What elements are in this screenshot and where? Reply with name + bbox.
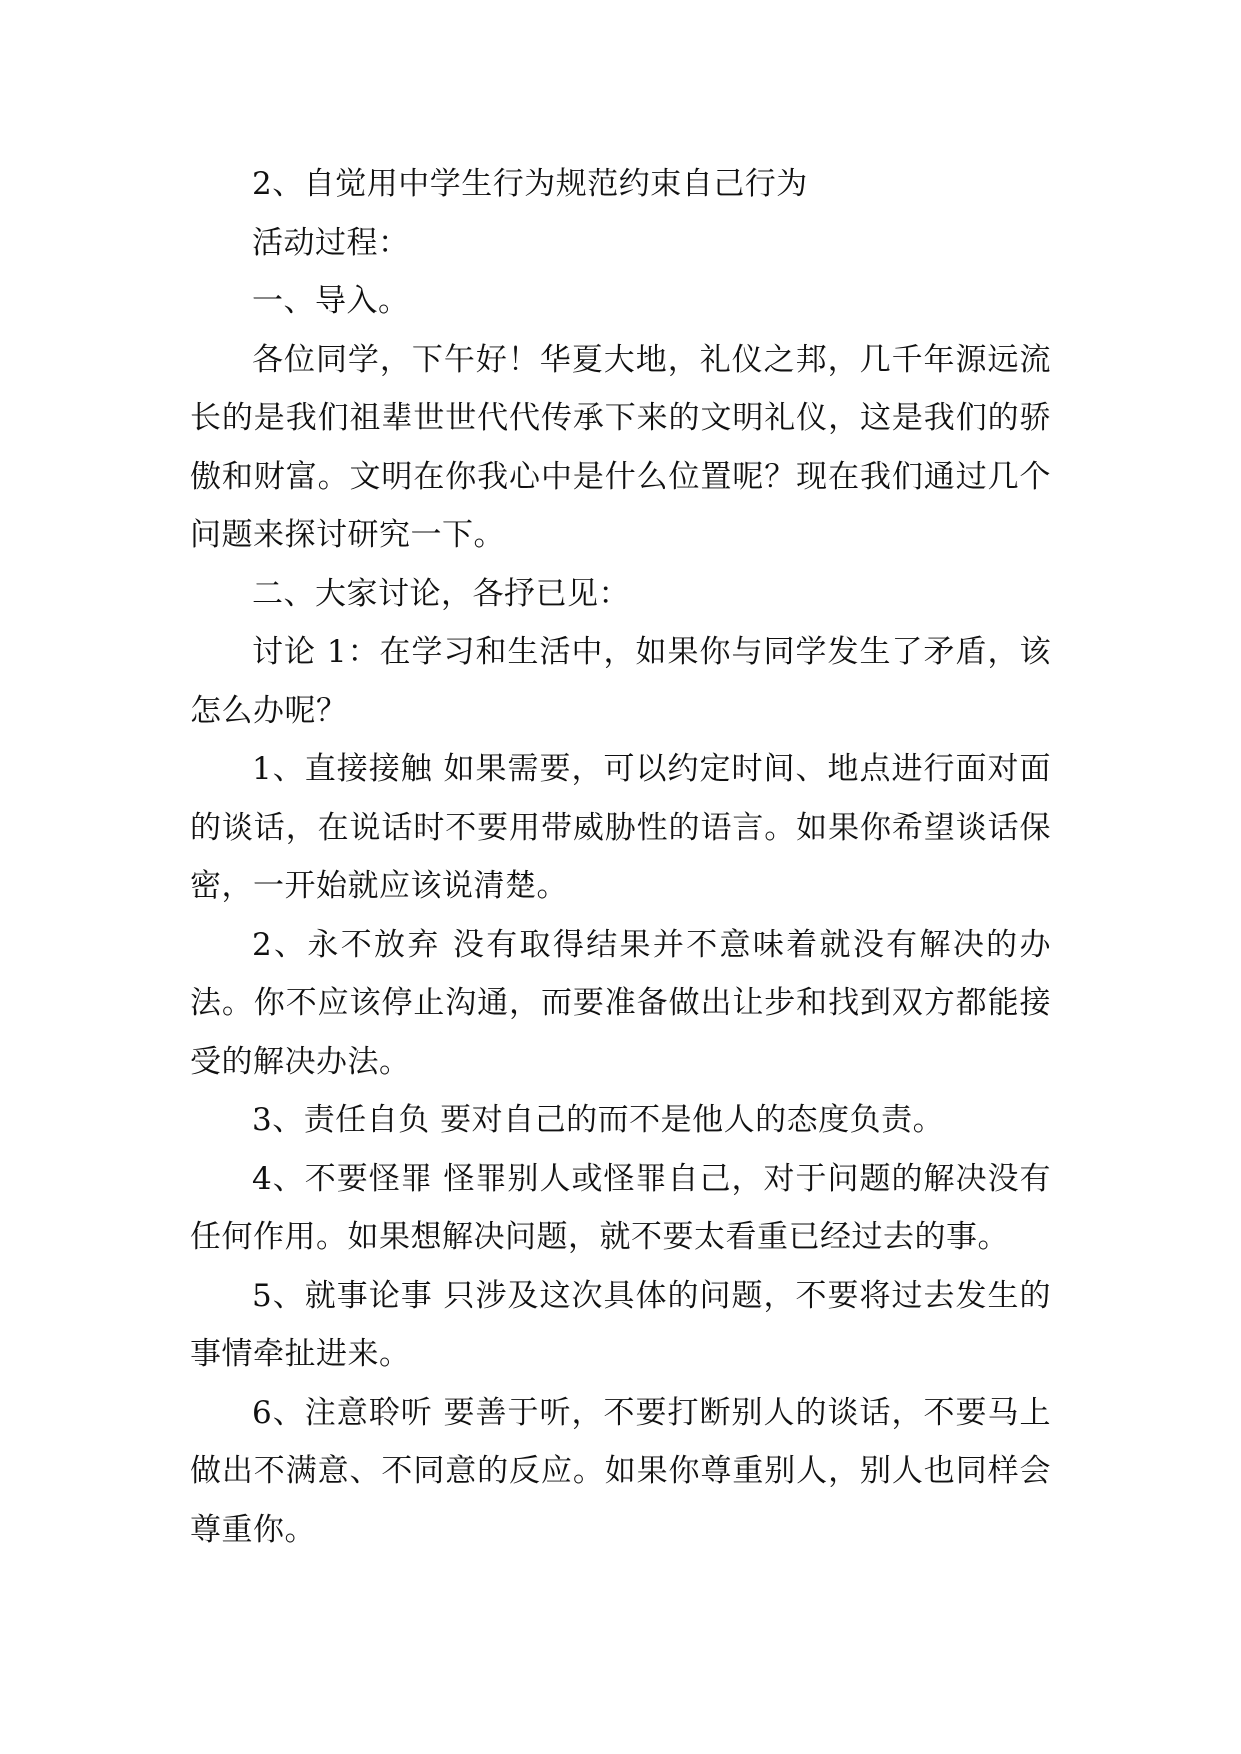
document-body [190, 155, 1051, 1559]
list-item-listen-carefully: 6、注意聆听 要善于听，不要打断别人的谈话，不要马上做出不满意、不同意的反应。如果你尊重别人，别人也同样会尊重你。 [190, 1394, 1051, 1548]
section-heading-discussion: 二、大家讨论，各抒已见： [252, 575, 630, 612]
list-item-never-give-up: 2、永不放弃 没有取得结果并不意味着就没有解决的办法。你不应该停止沟通，而要准备做出让步和找到双方都能接受的解决办法。 [190, 926, 1051, 1080]
introduction-paragraph: 各位同学，下午好！华夏大地，礼仪之邦，几千年源远流长的是我们祖辈世世代代传承下来的文明礼仪，这是我们的骄傲和财富。文明在你我心中是什么位置呢？现在我们通过几个问题来探讨研究一下。 [190, 341, 1051, 553]
activity-process-heading: 活动过程： [252, 224, 410, 261]
objective-item-2: 2、自觉用中学生行为规范约束自己行为 [252, 166, 808, 202]
discussion-question-1: 讨论 1：在学习和生活中，如果你与同学发生了矛盾，该怎么办呢？ [190, 634, 1051, 729]
section-heading-introduction: 一、导入。 [252, 283, 410, 319]
list-item-self-responsibility: 3、责任自负 要对自己的而不是他人的态度负责。 [252, 1102, 945, 1138]
list-item-direct-contact: 1、直接接触 如果需要，可以约定时间、地点进行面对面的谈话，在说话时不要用带威胁性的语言。如果你希望谈话保密，一开始就应该说清楚。 [190, 751, 1051, 904]
list-item-stay-on-topic: 5、就事论事 只涉及这次具体的问题，不要将过去发生的事情牵扯进来。 [190, 1277, 1051, 1372]
list-item-no-blame: 4、不要怪罪 怪罪别人或怪罪自己，对于问题的解决没有任何作用。如果想解决问题，就不要太看重已经过去的事。 [190, 1160, 1051, 1255]
